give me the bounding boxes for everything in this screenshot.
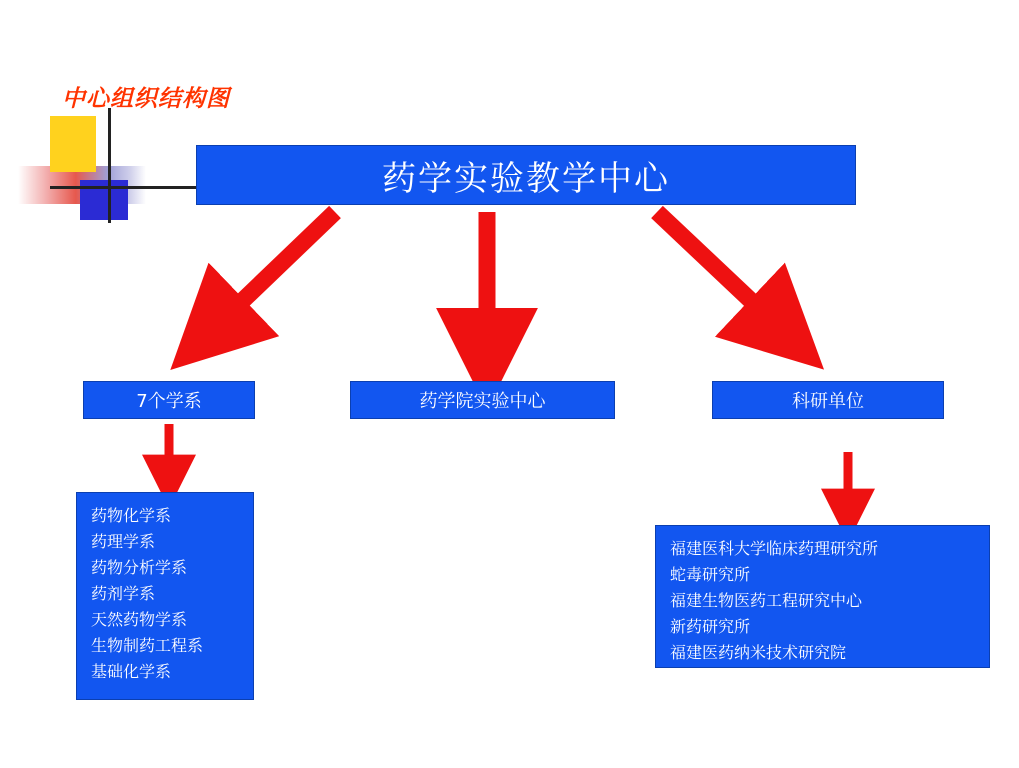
department-list [76, 492, 254, 700]
node-departments[interactable] [83, 381, 255, 419]
list-item: 药物分析学系 [91, 558, 188, 577]
node-college-center-label: 药学院实验中心 [419, 391, 546, 412]
decorative-logo [18, 108, 203, 223]
list-item: 药理学系 [91, 532, 156, 551]
list-item: 天然药物学系 [91, 610, 188, 629]
list-item: 药剂学系 [91, 584, 156, 603]
list-item: 福建医药纳米技术研究院 [670, 643, 847, 662]
root-node-label: 药学实验教学中心 [382, 158, 670, 199]
list-item: 药物化学系 [91, 506, 172, 525]
list-item: 福建医科大学临床药理研究所 [670, 539, 879, 558]
logo-horizontal-line [50, 186, 210, 189]
node-departments-label: 7个学系 [136, 391, 202, 412]
institute-list [655, 525, 990, 668]
logo-vertical-line [108, 108, 111, 223]
list-item: 福建生物医药工程研究中心 [670, 591, 863, 610]
node-college-center[interactable] [350, 381, 615, 419]
arrow-root-to-research-units [657, 212, 782, 330]
list-item: 蛇毒研究所 [670, 565, 751, 584]
arrow-root-to-departments [212, 212, 335, 330]
root-node[interactable] [196, 145, 856, 205]
slide-title: 中心组织结构图 [62, 86, 230, 112]
node-research-units-label: 科研单位 [792, 391, 864, 412]
list-item: 新药研究所 [670, 617, 751, 636]
node-research-units[interactable] [712, 381, 944, 419]
list-item: 基础化学系 [91, 662, 172, 681]
logo-yellow-square [50, 116, 96, 172]
list-item: 生物制药工程系 [91, 636, 204, 655]
